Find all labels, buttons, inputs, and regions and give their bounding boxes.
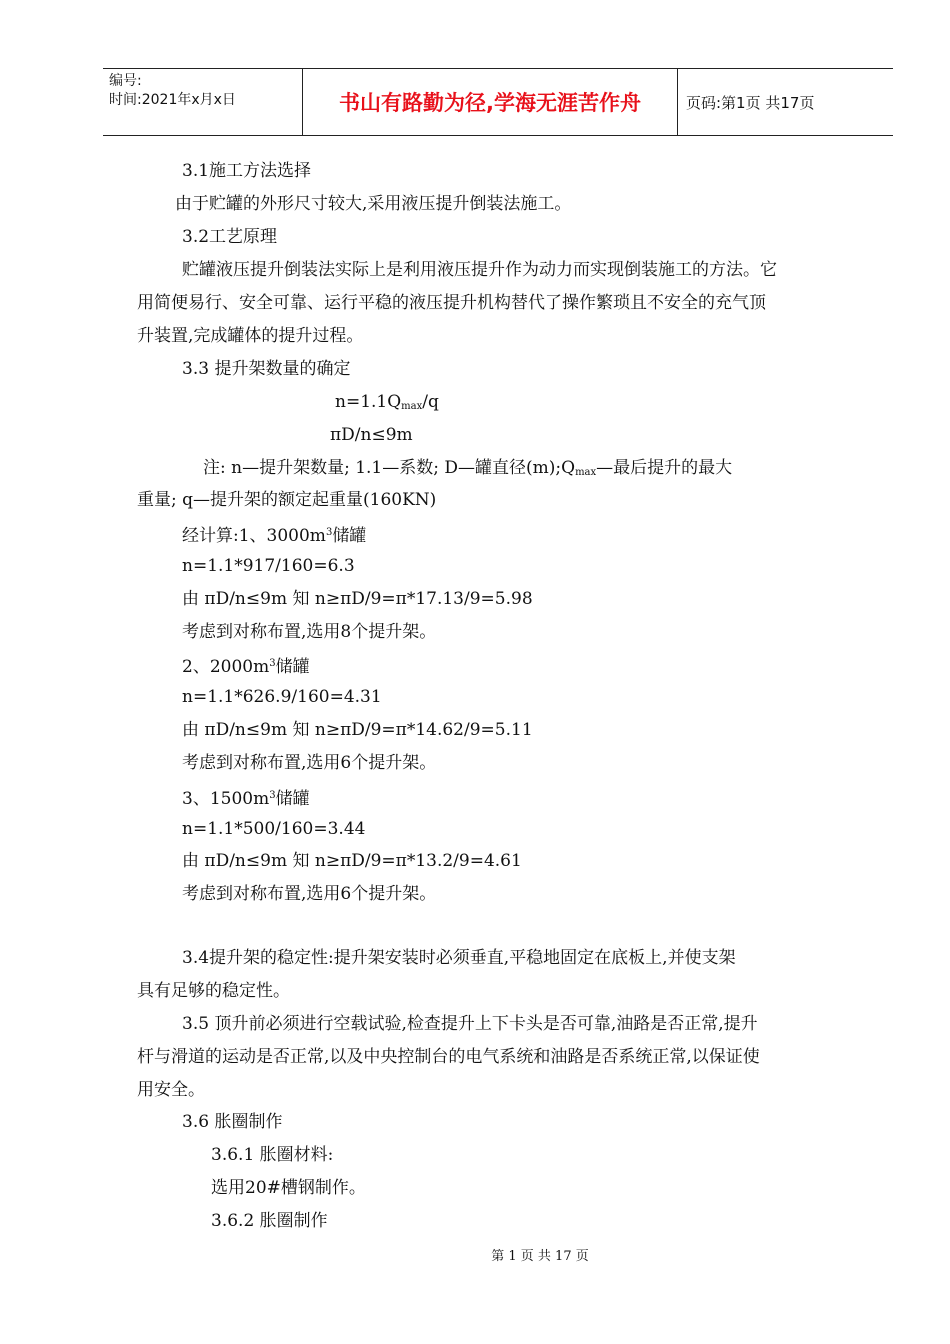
formula-n-main: n=1.1Q [335,392,402,412]
section-3-2-paragraph-line: 贮罐液压提升倒装法实际上是利用液压提升作为动力而实现倒装施工的方法。它 [182,260,777,280]
calc-3-d: 由 πD/n≤9m 知 n≥πD/9=π*13.2/9=4.61 [182,851,522,871]
section-3-1-text: 由于贮罐的外形尺寸较大,采用液压提升倒装法施工。 [175,194,572,214]
section-3-5-line: 3.5 顶升前必须进行空载试验,检查提升上下卡头是否可靠,油路是否正常,提升 [182,1014,758,1034]
calc-2-n: n=1.1*626.9/160=4.31 [182,687,382,707]
calc-1-main: 经计算:1、3000m [182,526,326,546]
page-header [103,68,893,136]
section-3-2-paragraph-line: 升装置,完成罐体的提升过程。 [137,326,364,346]
calc-2-superscript: 3 [269,658,276,669]
formula-pi-d: πD/n≤9m [330,425,413,445]
calc-3-title [182,785,310,810]
calc-1-superscript: 3 [325,527,333,538]
section-3-4-line: 具有足够的稳定性。 [137,981,290,1001]
note-subscript: max [575,467,597,478]
section-3-2-paragraph-line: 用简便易行、安全可靠、运行平稳的液压提升机构替代了操作繁琐且不安全的充气顶 [137,293,766,313]
calc-1-n: n=1.1*917/160=6.3 [182,556,355,576]
note-tail: —最后提升的最大 [596,458,733,478]
calc-3-conclusion: 考虑到对称布置,选用6个提升架。 [182,884,437,904]
calc-2-d: 由 πD/n≤9m 知 n≥πD/9=π*14.62/9=5.11 [182,720,533,740]
section-3-5-line: 用安全。 [137,1080,205,1100]
calc-3-superscript: 3 [269,790,276,801]
section-3-6-1-title: 3.6.1 胀圈材料: [211,1145,334,1165]
section-3-5-line: 杆与滑道的运动是否正常,以及中央控制台的电气系统和油路是否系统正常,以保证使 [137,1047,760,1067]
note-line-2: 重量; q—提升架的额定起重量(160KN) [137,490,437,510]
page-footer: 第 1 页 共 17 页 [491,1249,589,1264]
header-number-label: 编号: [109,73,142,89]
section-3-3-title: 3.3 提升架数量的确定 [182,359,351,379]
calc-1-conclusion: 考虑到对称布置,选用8个提升架。 [182,622,437,642]
calc-2-tail: 储罐 [275,657,310,677]
header-meta [103,69,303,135]
formula-n-tail: /q [422,392,439,412]
calc-3-tail: 储罐 [275,789,310,809]
formula-n [335,391,439,418]
calc-1-tail: 储罐 [332,526,367,546]
calc-2-title [182,653,310,678]
formula-n-subscript: max [401,401,423,412]
section-3-6-2-title: 3.6.2 胀圈制作 [211,1211,328,1231]
header-time-label: 时间:2021年x月x日 [109,92,236,108]
calc-3-main: 3、1500m [182,789,270,809]
section-3-6-title: 3.6 胀圈制作 [182,1112,283,1132]
section-3-4-line: 3.4提升架的稳定性:提升架安装时必须垂直,平稳地固定在底板上,并使支架 [182,948,736,968]
header-motto: 书山有路勤为径,学海无涯苦作舟 [303,69,678,135]
section-3-1-title: 3.1施工方法选择 [182,161,312,181]
header-page-code: 页码:第1页 共17页 [686,93,815,112]
section-3-6-1-text: 选用20#槽钢制作。 [211,1178,366,1198]
calc-1-d: 由 πD/n≤9m 知 n≥πD/9=π*17.13/9=5.98 [182,589,533,609]
calc-1-title [182,522,366,547]
calc-2-main: 2、2000m [182,657,270,677]
calc-2-conclusion: 考虑到对称布置,选用6个提升架。 [182,753,437,773]
calc-3-n: n=1.1*500/160=3.44 [182,819,366,839]
note-line [203,457,732,484]
note-main: 注: n—提升架数量; 1.1—系数; D—罐直径(m);Q [203,458,576,478]
section-3-2-title: 3.2工艺原理 [182,227,278,247]
